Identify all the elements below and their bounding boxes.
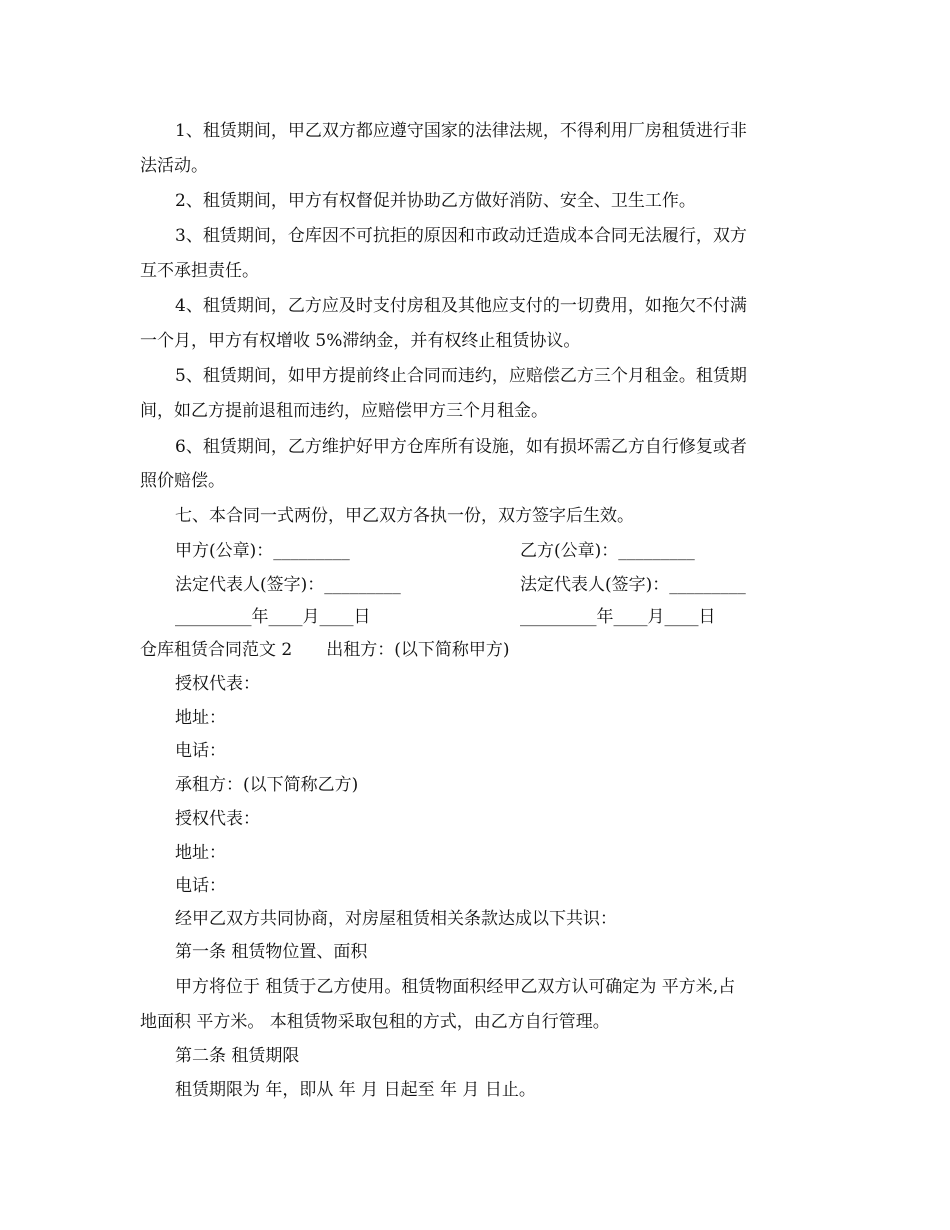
party-b-representative: 法定代表人(签字)：_________ <box>520 575 746 595</box>
clause-3-line-2: 互不承担责任。 <box>140 261 259 281</box>
party-a-seal: 甲方(公章)：_________ <box>175 541 350 561</box>
lessee-address: 地址： <box>175 843 226 863</box>
lessor-representative: 授权代表： <box>175 674 260 694</box>
article-2-text: 租赁期限为 年，即从 年 月 日起至 年 月 日止。 <box>175 1080 536 1100</box>
article-2-title: 第二条 租赁期限 <box>175 1046 300 1066</box>
lessee: 承租方：(以下简称乙方) <box>175 775 359 795</box>
clause-2-line-1: 2、租赁期间，甲方有权督促并协助乙方做好消防、安全、卫生工作。 <box>175 191 696 211</box>
clause-7: 七、本合同一式两份，甲乙双方各执一份，双方签字后生效。 <box>175 506 634 526</box>
party-b-date: _________年____月____日 <box>520 607 716 627</box>
lessor-address: 地址： <box>175 708 226 728</box>
contract2-heading: 仓库租赁合同范文 2 出租方：(以下简称甲方) <box>140 640 510 660</box>
article-1-line-2: 地面积 平方米。 本租赁物采取包租的方式，由乙方自行管理。 <box>140 1012 610 1032</box>
lessee-representative: 授权代表： <box>175 809 260 829</box>
clause-6-line-1: 6、租赁期间，乙方维护好甲方仓库所有设施，如有损坏需乙方自行修复或者 <box>175 437 747 457</box>
clause-6-line-2: 照价赔偿。 <box>140 471 225 491</box>
lessor-phone: 电话： <box>175 741 226 761</box>
clause-4-line-1: 4、租赁期间，乙方应及时支付房租及其他应支付的一切费用，如拖欠不付满 <box>175 296 747 316</box>
lessee-phone: 电话： <box>175 876 226 896</box>
party-a-date: _________年____月____日 <box>175 607 371 627</box>
article-1-title: 第一条 租赁物位置、面积 <box>175 942 368 962</box>
clause-5-line-2: 间，如乙方提前退租而违约，应赔偿甲方三个月租金。 <box>140 401 548 421</box>
consensus-statement: 经甲乙双方共同协商，对房屋租赁相关条款达成以下共识： <box>175 909 617 929</box>
clause-1-line-2: 法活动。 <box>140 156 208 176</box>
clause-1-line-1: 1、租赁期间，甲乙双方都应遵守国家的法律法规，不得利用厂房租赁进行非 <box>175 121 747 141</box>
party-a-representative: 法定代表人(签字)：_________ <box>175 575 401 595</box>
article-1-line-1: 甲方将位于 租赁于乙方使用。租赁物面积经甲乙双方认可确定为 平方米,占 <box>175 977 736 997</box>
party-b-seal: 乙方(公章)：_________ <box>520 541 695 561</box>
clause-3-line-1: 3、租赁期间，仓库因不可抗拒的原因和市政动迁造成本合同无法履行，双方 <box>175 226 747 246</box>
clause-5-line-1: 5、租赁期间，如甲方提前终止合同而违约，应赔偿乙方三个月租金。租赁期 <box>175 366 747 386</box>
clause-4-line-2: 一个月，甲方有权增收 5%滞纳金，并有权终止租赁协议。 <box>140 331 581 351</box>
